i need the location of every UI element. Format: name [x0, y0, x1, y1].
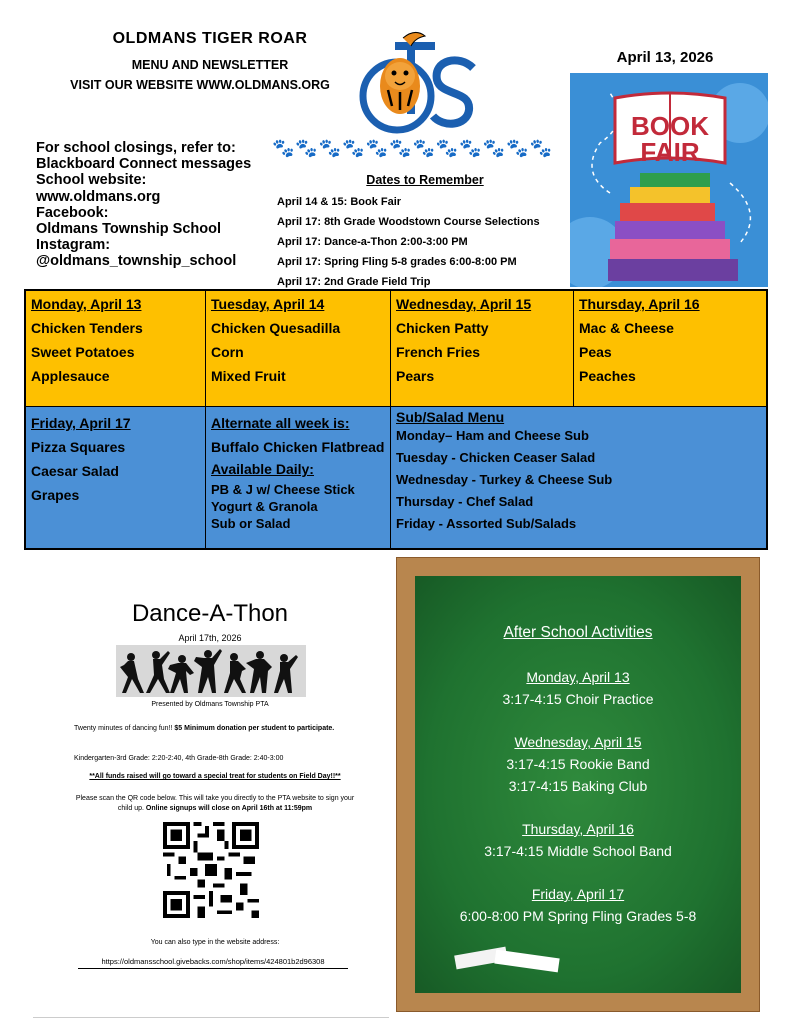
menu-item: Pizza Squares: [31, 439, 126, 455]
date-item: April 17: 8th Grade Woodstown Course Selections: [277, 216, 540, 228]
sub-salad-item: Thursday - Chef Salad: [396, 494, 534, 509]
date-item: April 14 & 15: Book Fair: [277, 196, 402, 208]
menu-item: Chicken Quesadilla: [211, 320, 341, 336]
menu-item: French Fries: [396, 344, 481, 360]
activity-item: 3:17-4:15 Middle School Band: [484, 843, 672, 859]
qr-code[interactable]: [163, 822, 259, 918]
activity-day-3: Thursday, April 16: [522, 821, 634, 837]
menu-item: Caesar Salad: [31, 463, 119, 479]
activity-item: 3:17-4:15 Rookie Band: [506, 756, 650, 772]
dance-signup-close: Online signups will close on April 16th at 11:59pm: [145, 805, 313, 812]
activity-day-1: Monday, April 13: [526, 669, 630, 685]
dance-a-thon-title: Dance-A-Thon: [131, 600, 289, 627]
menu-item: Chicken Patty: [396, 320, 489, 336]
dance-a-thon-date: April 17th, 2026: [178, 633, 242, 643]
contact-line: For school closings, refer to:: [36, 140, 236, 156]
after-school-chalkboard: [396, 557, 760, 1012]
activity-item: 3:17-4:15 Baking Club: [508, 778, 648, 794]
contact-website[interactable]: www.oldmans.org: [36, 188, 161, 205]
sub-salad-item: Wednesday - Turkey & Cheese Sub: [396, 472, 613, 487]
sub-salad-item: Tuesday - Chicken Ceaser Salad: [396, 450, 596, 465]
contact-line: School website:: [36, 172, 147, 189]
website-line: VISIT OUR WEBSITE WWW.OLDMANS.ORG: [70, 78, 330, 92]
signup-url-link[interactable]: https://oldmansschool.givebacks.com/shop/items/424801b2d96308: [78, 957, 348, 969]
logo-text: OTS: [355, 24, 358, 25]
available-daily-title: Available Daily:: [211, 461, 314, 477]
menu-item: Corn: [211, 344, 244, 360]
lunch-menu-grid: [24, 289, 768, 550]
paw-prints-divider: 🐾🐾🐾🐾🐾🐾🐾🐾🐾🐾🐾🐾: [272, 138, 553, 158]
dance-funds-note: **All funds raised will go toward a special treat for students on Field Day!!**: [89, 773, 341, 780]
chalkboard-surface: [415, 576, 741, 993]
menu-tuesday: [206, 291, 391, 407]
menu-day-title: Friday, April 17: [31, 415, 131, 431]
dance-scan-text: Please scan the QR code below. This will take you directly to the PTA website to sign your child up.: [75, 795, 355, 812]
menu-monday: [26, 291, 206, 407]
newsletter-title: OLDMANS TIGER ROAR: [112, 30, 308, 47]
menu-item: Peaches: [579, 368, 636, 384]
school-logo: [355, 24, 485, 139]
contact-line: Blackboard Connect messages: [36, 156, 252, 173]
daily-item: PB & J w/ Cheese Stick: [211, 482, 355, 497]
dates-list: [277, 195, 567, 295]
activity-item: 3:17-4:15 Choir Practice: [502, 691, 654, 707]
menu-day-title: Monday, April 13: [31, 296, 142, 312]
contact-info: [36, 140, 276, 270]
menu-day-title: Tuesday, April 14: [211, 296, 325, 312]
menu-item: Pears: [396, 368, 435, 384]
also-type-note: You can also type in the website address:: [150, 939, 280, 946]
contact-instagram: @oldmans_township_school: [36, 253, 237, 270]
menu-item: Mixed Fruit: [211, 368, 286, 384]
date-item: April 17: 2nd Grade Field Trip: [277, 276, 431, 288]
menu-friday: [26, 407, 206, 548]
daily-item: Yogurt & Granola: [211, 499, 318, 514]
sub-salad-title: Sub/Salad Menu: [396, 409, 505, 425]
dancers-silhouette-image: [116, 645, 306, 697]
date-item: April 17: Dance-a-Thon 2:00-3:00 PM: [277, 236, 468, 248]
issue-date: April 13, 2026: [616, 49, 714, 66]
activity-day-2: Wednesday, April 15: [514, 734, 642, 750]
menu-item: Grapes: [31, 487, 80, 503]
alternate-item: Buffalo Chicken Flatbread: [211, 439, 385, 455]
menu-item: Mac & Cheese: [579, 320, 674, 336]
menu-day-title: Wednesday, April 15: [396, 296, 532, 312]
dance-times: Kindergarten-3rd Grade: 2:20-2:40, 4th Grade-8th Grade: 2:40-3:00: [74, 755, 284, 762]
book-fair-word2: FAIR: [640, 137, 700, 167]
menu-wednesday: [391, 291, 574, 407]
menu-item: Peas: [579, 344, 612, 360]
sub-salad-item: Friday - Assorted Sub/Salads: [396, 516, 577, 531]
menu-item: Sweet Potatoes: [31, 344, 135, 360]
contact-line: Instagram:: [36, 237, 111, 254]
dance-intro: [74, 724, 354, 734]
newsletter-subtitle: MENU AND NEWSLETTER: [131, 58, 289, 72]
sub-salad-item: Monday– Ham and Cheese Sub: [396, 428, 589, 443]
chalk-piece: [494, 950, 559, 973]
book-fair-graphic: [570, 73, 768, 287]
alternate-title: Alternate all week is:: [211, 415, 350, 431]
menu-alternate: [206, 407, 391, 548]
menu-item: Chicken Tenders: [31, 320, 143, 336]
contact-facebook: Oldmans Township School: [36, 221, 222, 238]
dates-title: Dates to Remember: [366, 173, 484, 187]
activities-title: After School Activities: [503, 624, 653, 641]
presented-by: Presented by Oldmans Township PTA: [151, 701, 269, 708]
dance-intro-text: Twenty minutes of dancing fun!!: [74, 725, 173, 732]
menu-item: Applesauce: [31, 368, 110, 384]
contact-line: Facebook:: [36, 204, 109, 221]
daily-item: Sub or Salad: [211, 516, 291, 531]
activity-day-4: Friday, April 17: [531, 886, 625, 902]
divider: [33, 1017, 389, 1018]
menu-thursday: [574, 291, 766, 407]
book-fair-word1: BOOK: [631, 111, 709, 141]
menu-day-title: Thursday, April 16: [579, 296, 700, 312]
dance-scan-note: [70, 794, 360, 814]
date-item: April 17: Spring Fling 5-8 grades 6:00-8:00 PM: [277, 256, 517, 268]
activity-item: 6:00-8:00 PM Spring Fling Grades 5-8: [459, 908, 697, 924]
menu-sub-salad: [391, 407, 766, 548]
dance-donation: $5 Minimum donation per student to participate.: [174, 725, 335, 732]
